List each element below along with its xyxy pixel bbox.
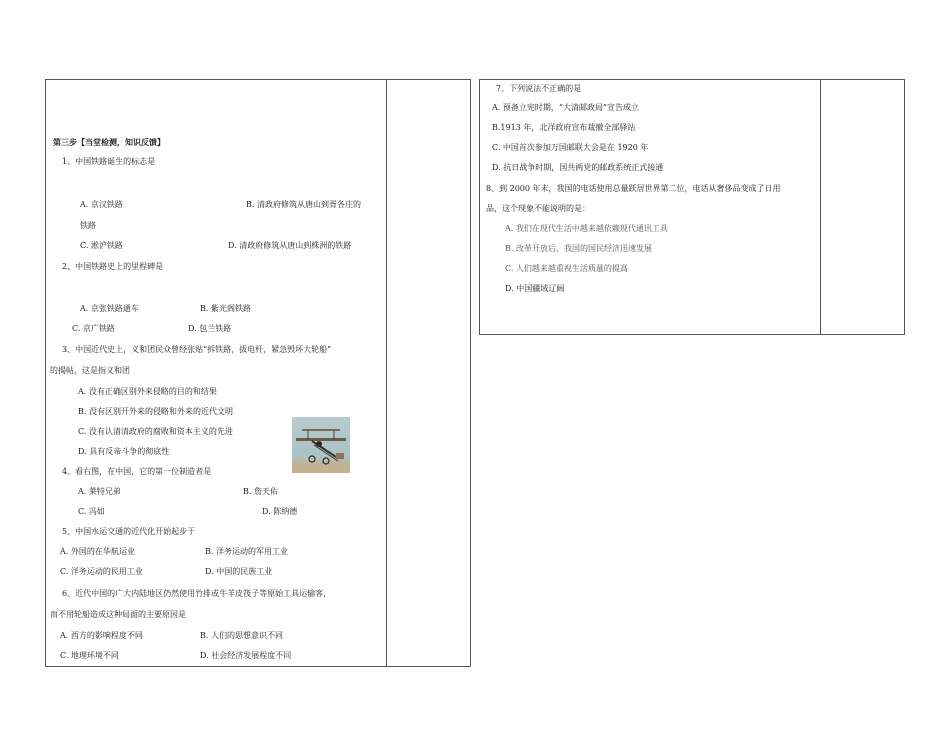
question-1-option-a: A. 京汉铁路: [80, 200, 123, 209]
question-2-option-d: D. 包兰铁路: [188, 324, 232, 333]
question-8-stem-cont: 品，这个现象不能说明的是：: [486, 204, 590, 213]
question-3-option-c: C. 没有认清清政府的腐败和资本主义的先进: [78, 427, 233, 436]
question-7-option-d: D. 抗日战争时期，国共两党的邮政系统正式接通: [492, 163, 664, 172]
question-8-option-a: A. 我们在现代生活中越来越依赖现代通讯工具: [505, 224, 668, 233]
question-6-stem-cont: 而不用轮船造成这种局面的主要原因是: [50, 610, 186, 619]
question-8-option-c: C. 人们越来越重视生活质量的提高: [505, 264, 628, 273]
question-4-option-d: D. 陈纳德: [262, 507, 298, 516]
question-2-stem: 2、中国铁路史上的里程碑是: [62, 262, 164, 271]
question-4-option-a: A. 莱特兄弟: [78, 487, 121, 496]
right-margin-divider: [820, 80, 821, 334]
question-2-option-b: B. 紫光阁铁路: [200, 304, 251, 313]
question-3-stem: 3、中国近代史上，义和团民众曾经张贴“拆铁路，拔电杆，紧急毁坏大轮船”: [62, 345, 332, 354]
question-5-option-d: D. 中国的民族工业: [205, 567, 273, 576]
question-5-stem: 5、中国水运交通的近代化开始起步于: [62, 527, 196, 536]
airplane-icon: [292, 417, 350, 473]
section-heading: 第三步【当堂检测，知识反馈】: [53, 137, 165, 147]
question-4-option-b: B. 詹天佑: [243, 487, 278, 496]
question-1-option-b-cont: 铁路: [80, 221, 96, 230]
question-8-option-b: B. 改革开放后，我国的国民经济迅速发展: [505, 244, 652, 253]
question-3-option-b: B. 没有区别开外来的侵略和外来的近代文明: [78, 407, 233, 416]
question-1-option-c: C. 淞沪铁路: [80, 241, 123, 250]
question-6-stem: 6、近代中国的广大内陆地区仍然使用竹排或牛羊皮筏子等原始工具运输客，: [62, 589, 332, 598]
left-margin-divider: [386, 80, 387, 666]
question-3-stem-cont: 的揭帖，这是指义和团: [50, 366, 130, 375]
question-7-option-b: B.1913 年，北洋政府宣布裁撤全部驿站: [492, 123, 636, 132]
airplane-photo: [292, 417, 350, 473]
question-4-stem: 4、看右图，在中国，它的第一位制造者是: [62, 467, 212, 476]
question-5-option-a: A. 外国的在华航运业: [60, 547, 135, 556]
question-1-option-d: D. 清政府修筑从唐山到株洲的铁路: [228, 241, 352, 250]
question-5-option-b: B. 洋务运动的军用工业: [205, 547, 288, 556]
question-3-option-d: D. 具有反帝斗争的彻底性: [78, 447, 170, 456]
question-6-option-b: B. 人们的思想意识不同: [200, 631, 283, 640]
question-4-option-c: C. 冯如: [78, 507, 105, 516]
question-6-option-a: A. 西方的影响程度不同: [60, 631, 143, 640]
question-1-option-b: B. 清政府修筑从唐山到胥各庄的: [246, 200, 361, 209]
question-7-option-c: C. 中国首次参加万国邮联大会是在 1920 年: [492, 143, 649, 152]
question-5-option-c: C. 洋务运动的民用工业: [60, 567, 143, 576]
question-8-stem: 8、到 2000 年末，我国的电话使用总量跃居世界第二位，电话从奢侈品变成了日用: [486, 184, 781, 193]
question-7-stem: 7、下列说法不正确的是: [496, 84, 582, 93]
question-3-option-a: A. 没有正确区别外来侵略的目的和结果: [78, 387, 217, 396]
question-6-option-d: D. 社会经济发展程度不同: [200, 651, 292, 660]
question-6-option-c: C. 地理环境不同: [60, 651, 119, 660]
question-2-option-a: A. 京张铁路通车: [80, 304, 139, 313]
question-1-stem: 1、中国铁路诞生的标志是: [62, 157, 156, 166]
question-8-option-d: D. 中国疆域辽阔: [505, 284, 565, 293]
question-7-option-a: A. 预备立宪时期，“大清邮政局”宣告成立: [492, 103, 640, 112]
question-2-option-c: C. 京广铁路: [72, 324, 115, 333]
